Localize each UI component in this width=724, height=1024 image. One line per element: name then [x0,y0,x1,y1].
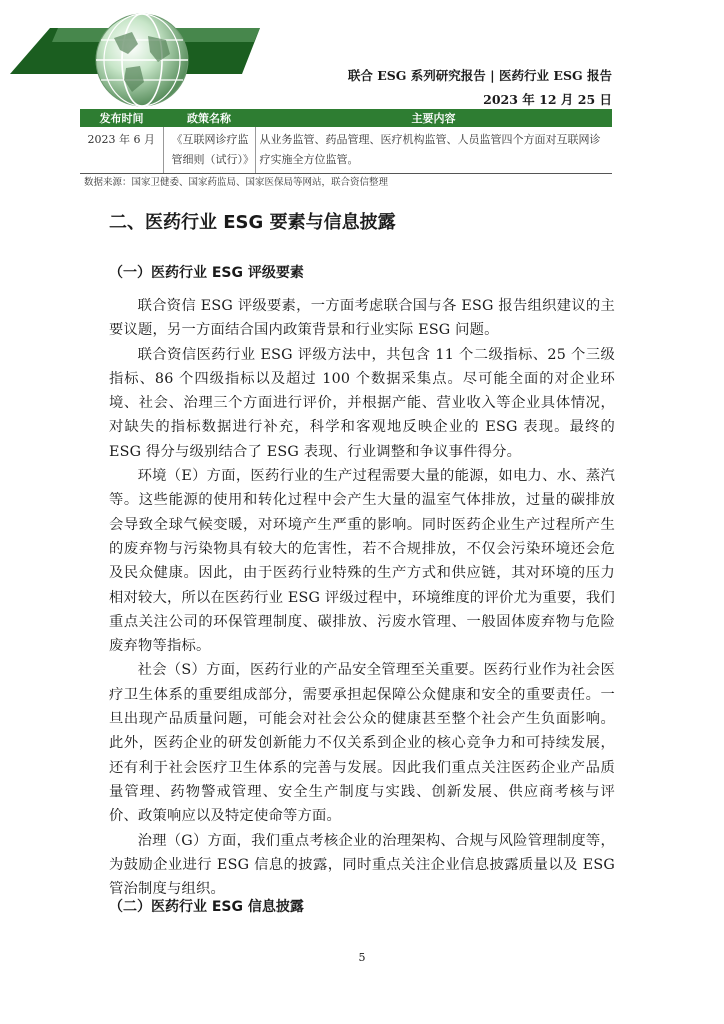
page-header [0,0,724,110]
globe-icon [92,10,192,110]
paragraph: 联合资信医药行业 ESG 评级方法中，共包含 11 个二级指标、25 个三级指标、86 个四级指标以及超过 100 个数据采集点。尽可能全面的对企业环境、社会、治理三个方面进行评价，并根据产能、营业收入等企业具体情况，对缺失的指标数据进行补充，科学和客观地反映企业的 ESG 表现。最终的 ESG 得分与级别结合了 ESG 表现、行业调整和争议事件得分。 [109,346,615,460]
column-header-policy-name: 政策名称 [163,109,255,127]
policy-table [80,109,612,174]
table-header-row [80,109,612,127]
subsection-title-rating-factors: （一）医药行业 ESG 评级要素 [109,265,304,281]
section-title: 二、医药行业 ESG 要素与信息披露 [109,212,396,233]
report-date: 2023 年 12 月 25 日 [483,92,612,107]
cell-date: 2023 年 6 月 [80,127,163,174]
report-series-title: 联合 ESG 系列研究报告 | 医药行业 ESG 报告 [347,68,612,83]
subsection-title-disclosure: （二）医药行业 ESG 信息披露 [109,899,304,915]
paragraph: 治理（G）方面，我们重点考核企业的治理架构、合规与风险管理制度等，为鼓励企业进行 ESG 信息的披露，同时重点关注企业信息披露质量以及 ESG 管治制度与组织。 [109,832,615,898]
table-row [80,127,612,174]
page-number: 5 [358,951,366,964]
paragraph: 社会（S）方面，医药行业的产品安全管理至关重要。医药行业作为社会医疗卫生体系的重要组成部分，需要承担起保障公众健康和安全的重要责任。一旦出现产品质量问题，可能会对社会公众的健康甚至整个社会产生负面影响。此外，医药企业的研发创新能力不仅关系到企业的核心竞争力和可持续发展，还有利于社会医疗卫生体系的完善与发展。因此我们重点关注医药企业产品质量管理、药物警戒管理、安全生产制度与实践、创新发展、供应商考核与评价、政策响应以及特定使命等方面。 [109,662,615,825]
cell-content: 从业务监管、药品管理、医疗机构监管、人员监管四个方面对互联网诊疗实施全方位监管。 [255,127,612,174]
paragraph: 环境（E）方面，医药行业的生产过程需要大量的能源，如电力、水、蒸汽等。这些能源的使用和转化过程中会产生大量的温室气体排放，过量的碳排放会导致全球气候变暖，对环境产生严重的影响。同时医药企业生产过程所产生的废弃物与污染物具有较大的危害性，若不合规排放，不仅会污染环境还会危及民众健康。因此，由于医药行业特殊的生产方式和供应链，其对环境的压力相对较大，所以在医药行业 ESG 评级过程中，环境维度的评价尤为重要，我们重点关注公司的环保管理制度、碳排放、污废水管理、一般固体废弃物与危险废弃物等指标。 [109,468,615,655]
column-header-date: 发布时间 [80,109,163,127]
column-header-content: 主要内容 [255,109,612,127]
paragraph: 联合资信 ESG 评级要素，一方面考虑联合国与各 ESG 报告组织建议的主要议题，另一方面结合国内政策背景和行业实际 ESG 问题。 [109,298,615,339]
body-text [109,294,615,901]
cell-policy-name: 《互联网诊疗监管细则（试行）》 [163,127,255,174]
data-source-note: 数据来源：国家卫健委、国家药监局、国家医保局等网站，联合资信整理 [84,177,389,188]
